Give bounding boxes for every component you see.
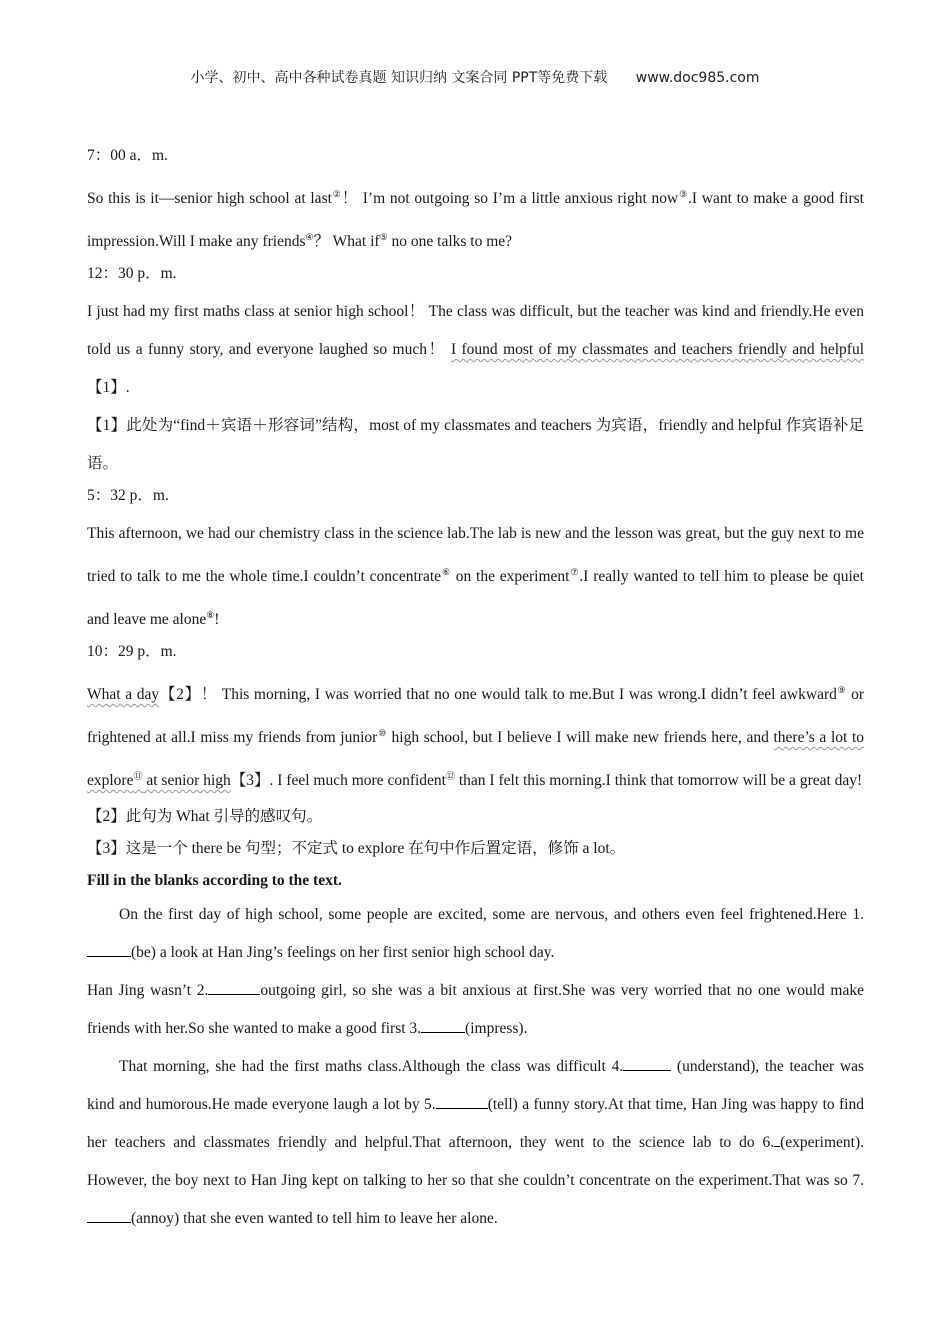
wavy-underlined-text: What a day (87, 686, 160, 703)
reference-mark: 【2】 (159, 686, 201, 703)
footnote-mark: ⑨ (836, 685, 847, 695)
footnote-mark: ⑫ (445, 771, 455, 781)
text: outgoing girl, so she was a bit anxious at first.She was very worried that no one would make friends with her.So she wanted to make a good first 3. (87, 982, 864, 1037)
exercise-paragraph-2 (87, 972, 864, 1048)
time-stamp-2: 12：30 p．m. (87, 265, 177, 282)
text: (tell) a funny story.At that time, Han Jing was happy to find her teachers and classmates friendly and helpful.That afternoon, they went to the science lab to do 6. (87, 1096, 864, 1151)
text: .I really wanted to tell him to please be quiet and leave me alone (87, 568, 864, 628)
footnote-mark: ④ (305, 232, 314, 242)
text: (impress). (465, 1020, 528, 1037)
wavy-underlined-text: I found most of my classmates and teachers friendly and helpful (450, 341, 864, 358)
footnote-mark: ⑦ (569, 567, 580, 577)
footnote-mark: ⑥ (441, 567, 451, 577)
blank-7[interactable] (87, 1208, 131, 1223)
diary-paragraph-1 (87, 175, 864, 261)
text: I just had my first maths class at senior high school！ The class was difficult, but the teacher was kind and friendly.He even told us a funny story, and everyone laughed so much！ (87, 303, 864, 358)
text: or frightened at all.I miss my friends from junior (87, 686, 864, 746)
text: on the experiment (450, 568, 570, 585)
reference-mark: 【1】 (87, 379, 126, 396)
header-text: 小学、初中、高中各种试卷真题 知识归纳 文案合同 PPT等免费下载 (190, 70, 608, 86)
annotation-1: 【1】此处为“find＋宾语＋形容词”结构，most of my classmates and teachers 为宾语，friendly and helpful 作宾语补足语。 (87, 417, 864, 472)
text: . I feel much more confident (269, 772, 446, 789)
diary-paragraph-4 (87, 671, 864, 800)
text: Han Jing wasn’t 2. (87, 982, 209, 999)
footnote-mark: ⑪ (133, 771, 143, 781)
text: (understand), the teacher was kind and humorous.He made everyone laugh a lot by 5. (87, 1058, 864, 1113)
text: This afternoon, we had our chemistry class in the science lab.The lab is new and the lesson was great, but the guy next to me tried to talk to me the whole time.I couldn’t concentrate (87, 525, 864, 585)
text: That morning, she had the first maths class.Although the class was difficult 4. (119, 1058, 624, 1075)
text: . (125, 379, 130, 396)
text: ! (214, 611, 220, 628)
text: So this is it—senior high school at last (87, 190, 332, 207)
blank-1[interactable] (87, 942, 131, 957)
exercise-paragraph-1 (87, 896, 864, 972)
time-stamp-4: 10：29 p．m. (87, 643, 177, 660)
footnote-mark: ③ (678, 189, 688, 199)
exercise-title: Fill in the blanks according to the text. (87, 872, 342, 889)
header-url[interactable]: www.doc985.com (635, 70, 760, 86)
reference-mark: 【3】 (230, 772, 270, 789)
footnote-mark: ⑩ (377, 728, 387, 738)
text: ！ I’m not outgoing so I’m a little anxious right now (341, 190, 679, 207)
document-body (87, 143, 864, 1238)
footnote-mark: ⑤ (379, 232, 388, 242)
text: no one talks to me? (387, 233, 513, 250)
blank-4[interactable] (623, 1056, 671, 1071)
text: (experiment). However, the boy next to Han Jing kept on talking to her so that she couldn’t concentrate on the experiment.That was so 7. (87, 1134, 864, 1189)
diary-paragraph-3 (87, 515, 864, 639)
time-stamp-3: 5：32 p．m. (87, 487, 169, 504)
text: (annoy) that she even wanted to tell him to leave her alone. (131, 1210, 498, 1227)
text: at senior high (142, 772, 231, 789)
exercise-paragraph-3 (87, 1048, 864, 1238)
text: ！ This morning, I was worried that no one would talk to me.But I was wrong.I didn’t feel awkward (200, 686, 837, 703)
text: (be) a look at Han Jing’s feelings on her first senior high school day. (131, 944, 555, 961)
text: On the first day of high school, some people are excited, some are nervous, and others even feel frightened.Here 1. (119, 906, 864, 923)
footnote-mark: ⑧ (206, 610, 215, 620)
footnote-mark: ② (331, 189, 342, 199)
blank-5[interactable] (436, 1094, 488, 1109)
time-stamp-1: 7：00 a．m. (87, 147, 168, 164)
text: than I felt this morning.I think that tomorrow will be a great day! (455, 772, 863, 789)
blank-2[interactable] (208, 980, 260, 995)
text: there’s a lot to explore (87, 729, 864, 789)
annotation-3: 【3】这是一个 there be 句型；不定式 to explore 在句中作后置定语，修饰 a lot。 (87, 840, 626, 857)
blank-3[interactable] (421, 1018, 465, 1033)
annotation-2: 【2】此句为 What 引导的感叹句。 (87, 808, 323, 825)
text: high school, but I believe I will make new friends here, and (386, 729, 774, 746)
page-header (0, 67, 950, 87)
text: ？ What if (313, 233, 380, 250)
text: .I want to make a good first impression.Will I make any friends (87, 190, 864, 250)
diary-paragraph-2 (87, 293, 864, 407)
